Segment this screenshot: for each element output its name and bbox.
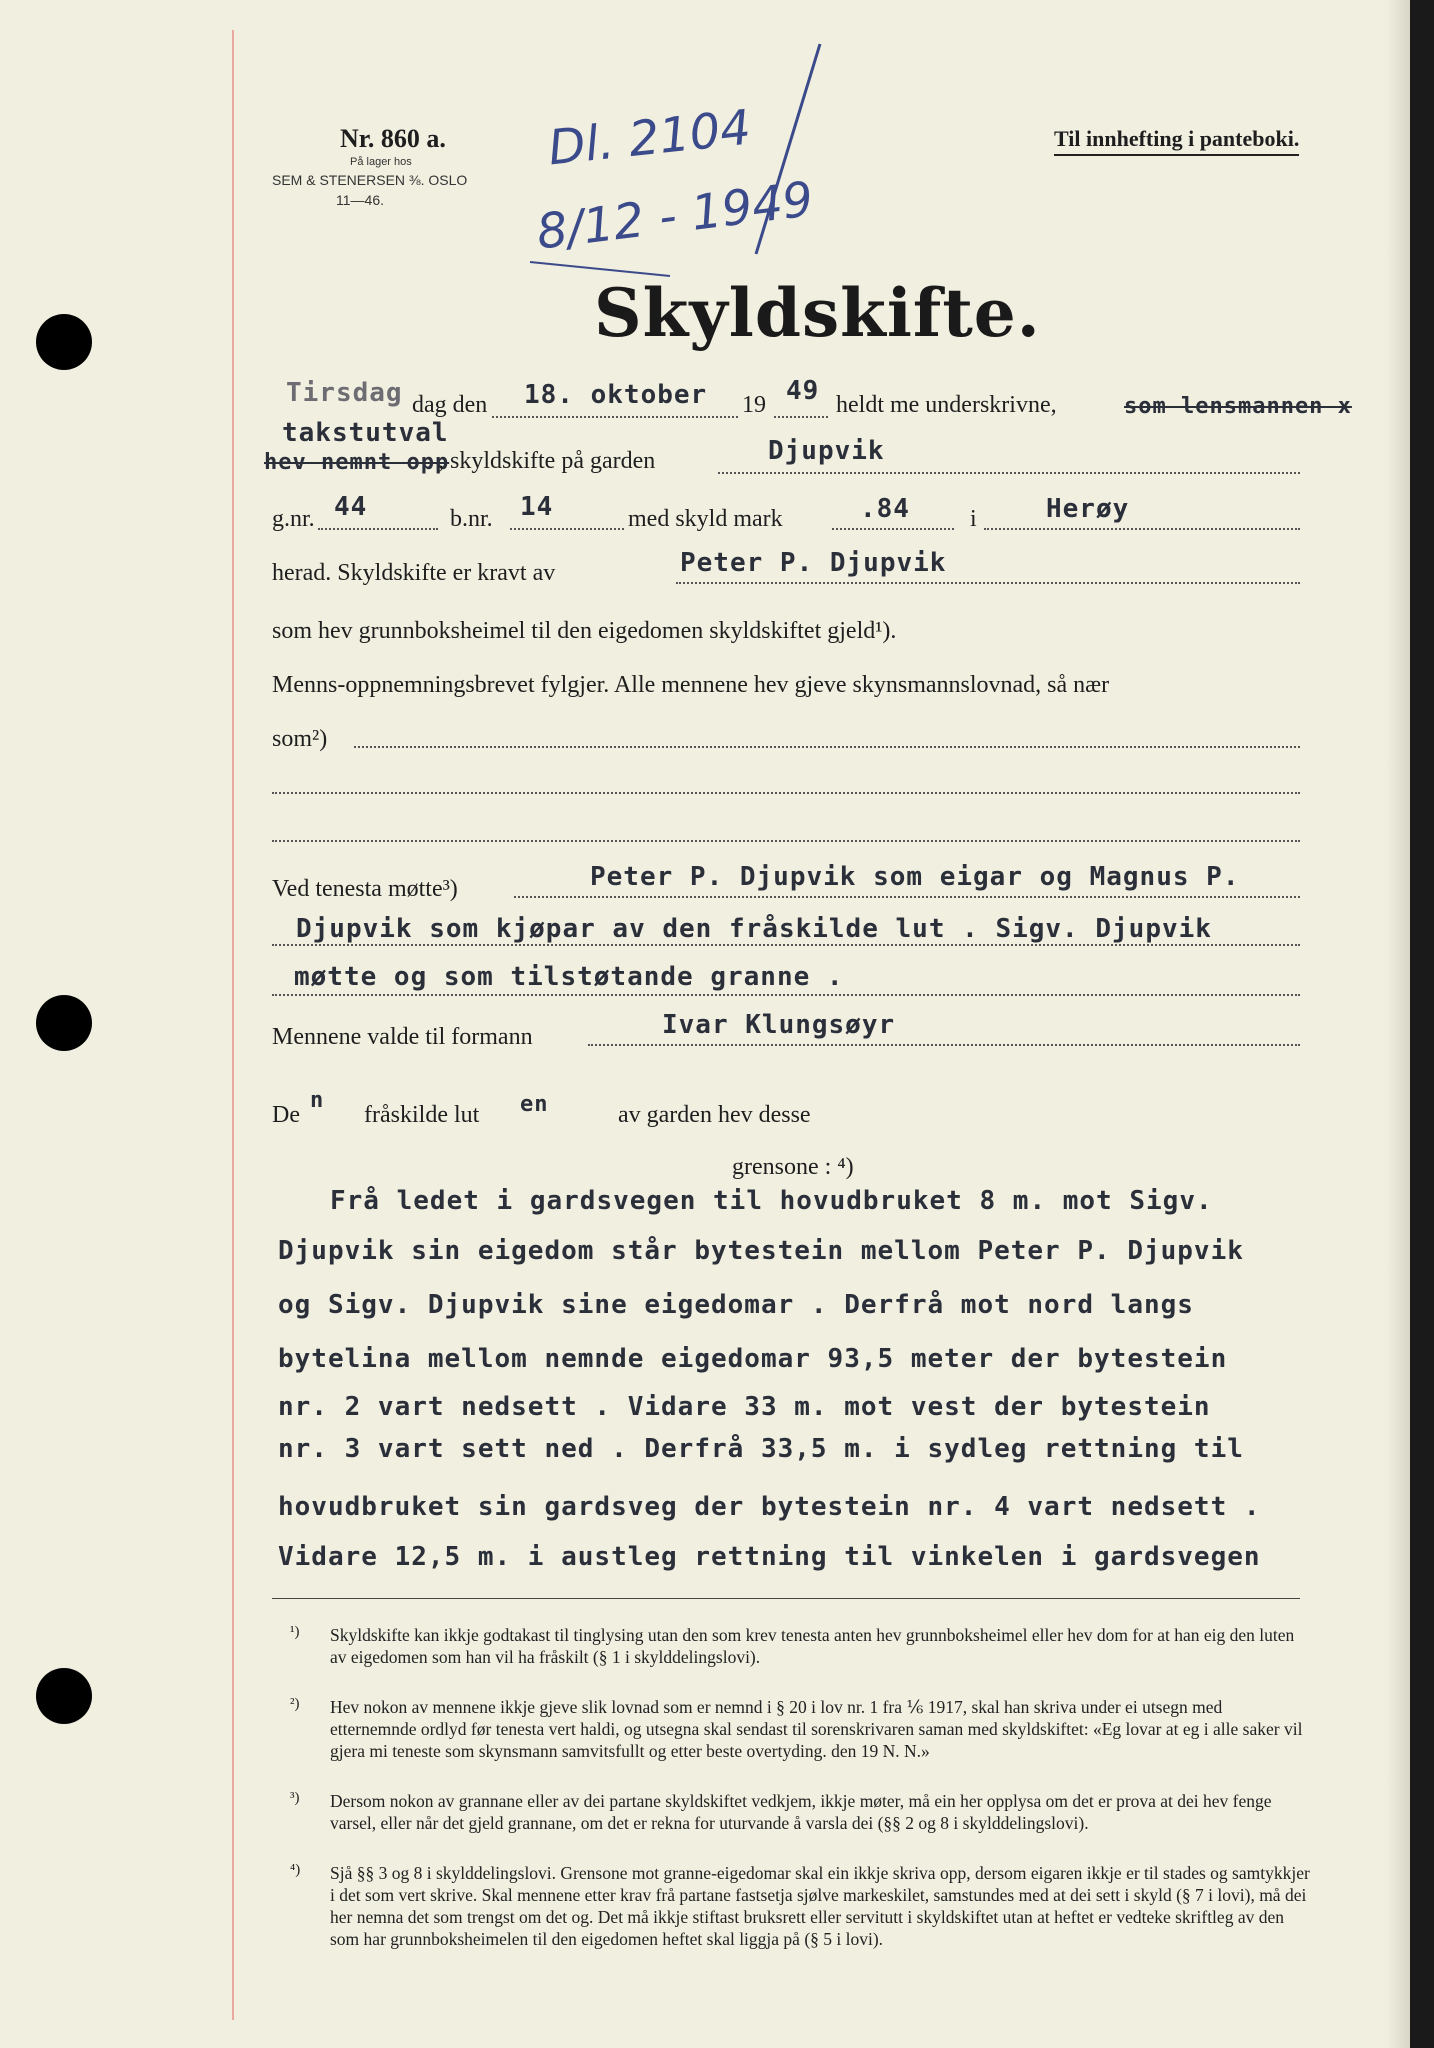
kravt-value: Peter P. Djupvik (680, 548, 947, 578)
formann-label: Mennene valde til formann (272, 1024, 533, 1050)
footnote-mark: ³) (290, 1790, 300, 1806)
publisher-name: SEM & STENERSEN ⅜. OSLO (272, 172, 468, 188)
grensone-line: Djupvik sin eigedom står bytestein mellom Peter P. Djupvik (278, 1236, 1244, 1266)
punch-hole (36, 995, 92, 1051)
grensone-line: nr. 2 vart nedsett . Vidare 33 m. mot vest der bytestein (278, 1392, 1211, 1422)
year-value: 49 (786, 376, 820, 406)
day-label: dag den (412, 392, 488, 418)
grensone-line: Frå ledet i gardsvegen til hovudbruket 8 m. mot Sigv. (330, 1186, 1213, 1216)
blank-line (272, 792, 1300, 794)
som-line (354, 746, 1300, 748)
handwritten-reference: Dl. 2104 (545, 99, 754, 177)
skyld-value: .84 (860, 494, 910, 524)
top-right-note: Til innhefting i panteboki. (1054, 126, 1299, 156)
mote-line-3: møtte og som tilstøtande granne . (294, 962, 844, 992)
bnr-value: 14 (520, 492, 554, 522)
skyld-label: med skyld mark (628, 506, 783, 532)
bnr-line (510, 528, 624, 530)
garden-label: av garden hev desse (618, 1102, 811, 1128)
weekday-value: Tirsdag (286, 378, 403, 408)
grensone-label: grensone : ⁴) (732, 1154, 854, 1180)
handwritten-date: 8/12 - 1949 (533, 171, 817, 261)
footnote-1: Skyldskifte kan ikkje godtakast til tinglysing utan den som krev tenesta anten hev grunnboksheimel eller hev dom for at han eig den luten av eigedomen som han vil ha fråskilt (§ 1 i skylddelingslovi). (330, 1625, 1295, 1667)
section-rule (272, 1598, 1300, 1599)
gnr-line (318, 528, 438, 530)
lut-suffix: en (520, 1092, 549, 1117)
formann-line (588, 1044, 1300, 1046)
de-label: De (272, 1102, 300, 1128)
grensone-line: nr. 3 vart sett ned . Derfrå 33,5 m. i sydleg rettning til (278, 1434, 1244, 1464)
struck-lensmann: som lensmannen x (1124, 394, 1352, 419)
menns-text: Menns-oppnemningsbrevet fylgjer. Alle mennene hev gjeve skynsmannslovnad, så nær (272, 672, 1110, 698)
herad-label: herad. Skyldskifte er kravt av (272, 560, 556, 586)
de-suffix: n (310, 1088, 325, 1113)
struck-nemnt: hev nemnt opp (264, 450, 450, 475)
publisher-line: På lager hos (350, 156, 412, 168)
herad-value: Herøy (1046, 494, 1130, 524)
grensone-line: bytelina mellom nemnde eigedomar 93,5 meter der bytestein (278, 1344, 1228, 1374)
year-line (774, 416, 828, 418)
gnr-label: g.nr. (272, 506, 315, 532)
page-title: Skyldskifte. (594, 274, 1041, 352)
date-line (492, 416, 738, 418)
footnote-mark: ¹) (290, 1624, 300, 1640)
takstutval-value: takstutval (282, 418, 449, 448)
grensone-line: Vidare 12,5 m. i austleg rettning til vinkelen i gardsvegen (278, 1542, 1261, 1572)
mote-line (272, 994, 1300, 996)
footnote-mark: ⁴) (290, 1862, 301, 1878)
grensone-line: hovudbruket sin gardsveg der bytestein nr. 4 vart nedsett . (278, 1492, 1261, 1522)
punch-hole (36, 1668, 92, 1724)
publisher-date: 11—46. (336, 192, 384, 208)
footnote-4: Sjå §§ 3 og 8 i skylddelingslovi. Grensone mot granne-eigedomar skal ein ikkje skriva opp, dersom eigaren ikkje er til stades og samtykkjer i det som vert skrive. Skal mennene etter krav frå partane fastsetja sjølve markeskilet, samstundes med at dei sett i skyld (§ 7 i lovi), må dei her nemna det som trengst om det og. Det må ikkje stiftast bruksrett eller servitutt i skyldskiftet utan at heftet er vedteke skriftleg av den som har grunnboksheimelen til den eigedomen heftet skal liggja på (§ 5 i lovi). (330, 1863, 1310, 1949)
i-label: i (970, 506, 977, 532)
punch-hole (36, 314, 92, 370)
garden-value: Djupvik (768, 436, 885, 466)
mote-line-1: Peter P. Djupvik som eigar og Magnus P. (590, 862, 1240, 892)
date-value: 18. oktober (524, 380, 708, 410)
form-number: Nr. 860 a. (340, 124, 446, 153)
fraskilde-label: fråskilde lut (364, 1102, 480, 1128)
som-label: som²) (272, 726, 328, 752)
heldt-text: heldt me underskrivne, (836, 392, 1057, 418)
mote-label: Ved tenesta møtte³) (272, 876, 458, 902)
margin-line (232, 30, 234, 2020)
gnr-value: 44 (334, 492, 368, 522)
footnote-3: Dersom nokon av grannane eller av dei partane skyldskiftet vedkjem, ikkje møter, må ein her opplysa om det er prova at dei hev fenge varsel, eller når det gjeld grannane, om det er rekna for uturvande å varsla dei (§§ 2 og 8 i skylddelingslovi). (330, 1791, 1272, 1833)
grensone-line: og Sigv. Djupvik sine eigedomar . Derfrå mot nord langs (278, 1290, 1194, 1320)
skyldskifte-text: , skyldskifte på garden (438, 448, 656, 474)
heimel-text: som hev grunnboksheimel til den eigedomen skyldskiftet gjeld¹). (272, 618, 897, 644)
skyld-line (832, 528, 954, 530)
mote-line (272, 944, 1300, 946)
footnote-2: Hev nokon av mennene ikkje gjeve slik lovnad som er nemnd i § 20 i lov nr. 1 fra ⅙ 1917, skal han skriva under ei utsegn med etternemnde ordlyd før tenesta vert haldi, og utsegna skal sendast til sorenskrivaren saman med skyldskiftet: «Eg lovar at eg i alle saker vil gjera mi teneste som skynsmann samvitsfullt og etter beste overtyding. den 19 N. N.» (330, 1697, 1303, 1761)
footnote-mark: ²) (290, 1696, 300, 1712)
garden-line (718, 472, 1300, 474)
mote-line (514, 896, 1300, 898)
bnr-label: b.nr. (450, 506, 493, 532)
formann-value: Ivar Klungsøyr (662, 1010, 896, 1040)
herad-line (984, 528, 1300, 530)
kravt-line (676, 582, 1300, 584)
blank-line (272, 840, 1300, 842)
mote-line-2: Djupvik som kjøpar av den fråskilde lut . Sigv. Djupvik (296, 914, 1212, 944)
year-prefix: 19 (742, 392, 766, 418)
